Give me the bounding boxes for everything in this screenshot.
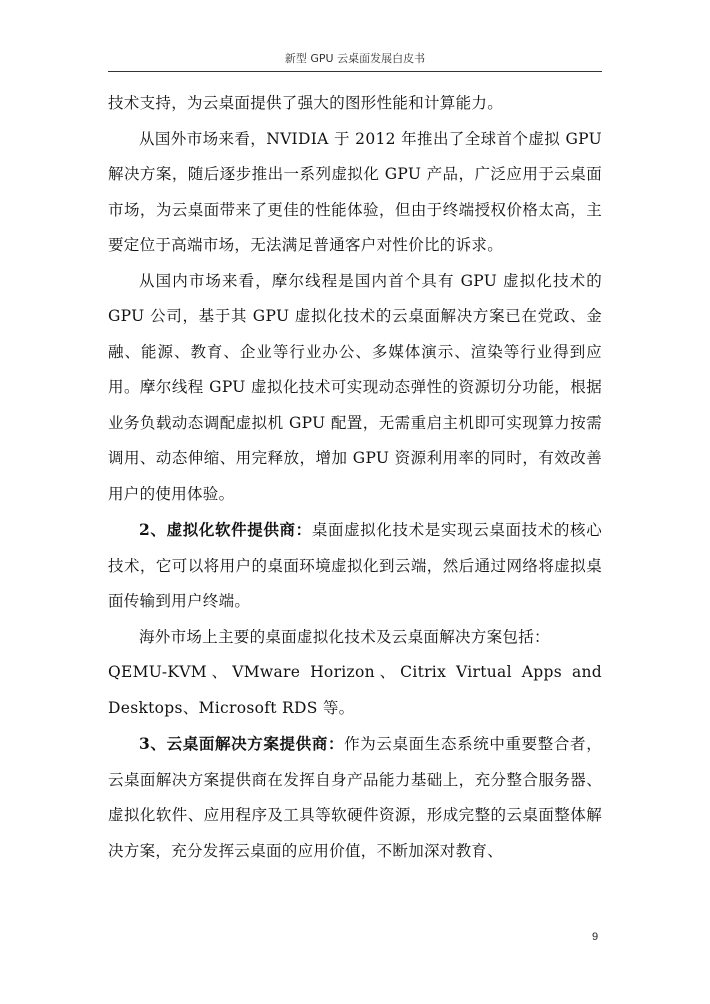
paragraph-virtualization-vendors — [108, 512, 602, 620]
paragraph-overseas-market: 从国外市场来看，NVIDIA 于 2012 年推出了全球首个虚拟 GPU 解决方案，随后逐步推出一系列虚拟化 GPU 产品，广泛应用于云桌面市场，为云桌面带来了更佳的性能体验，但由于终端授权价格太高，主要定位于高端市场，无法满足普通客户对性价比的诉求。 — [108, 129, 602, 254]
paragraph-solution-list: QEMU-KVM、VMware Horizon、Citrix Virtual Apps and Desktops、Microsoft RDS 等。 — [108, 663, 602, 717]
running-header: 新型 GPU 云桌面发展白皮书 — [284, 52, 426, 65]
page-body — [108, 86, 602, 869]
section-heading-2: 2、虚拟化软件提供商： — [139, 520, 312, 539]
section-body-2: 桌面虚拟化技术是实现云桌面技术的核心技术，它可以将用户的桌面环境虚拟化到云端，然后通过网络将虚拟桌面传输到用户终端。 — [108, 521, 602, 610]
paragraph-overseas-solutions: 海外市场上主要的桌面虚拟化技术及云桌面解决方案包括： — [139, 627, 550, 646]
paragraph-solution-providers — [108, 726, 602, 869]
section-body-3: 作为云桌面生态系统中重要整合者，云桌面解决方案提供商在发挥自身产品能力基础上，充分整合服务器、虚拟化软件、应用程序及工具等软硬件资源，形成完整的云桌面整体解决方案，充分发挥云桌面的应用价值，不断加深对教育、 — [108, 735, 602, 860]
paragraph-domestic-market: 从国内市场来看，摩尔线程是国内首个具有 GPU 虚拟化技术的 GPU 公司，基于其 GPU 虚拟化技术的云桌面解决方案已在党政、金融、能源、教育、企业等行业办公、多媒体演示、渲染等行业得到应用。摩尔线程 GPU 虚拟化技术可实现动态弹性的资源切分功能，根据业务负载动态调配虚拟机 GPU 配置，无需重启主机即可实现算力按需调用、动态伸缩、用完释放，增加 GPU 资源利用率的同时，有效改善用户的使用体验。 — [108, 271, 602, 503]
paragraph-continuation: 技术支持，为云桌面提供了强大的图形性能和计算能力。 — [108, 94, 504, 112]
page-number: 9 — [592, 931, 599, 943]
section-heading-3: 3、云桌面解决方案提供商： — [139, 734, 345, 753]
header-rule — [108, 71, 602, 72]
